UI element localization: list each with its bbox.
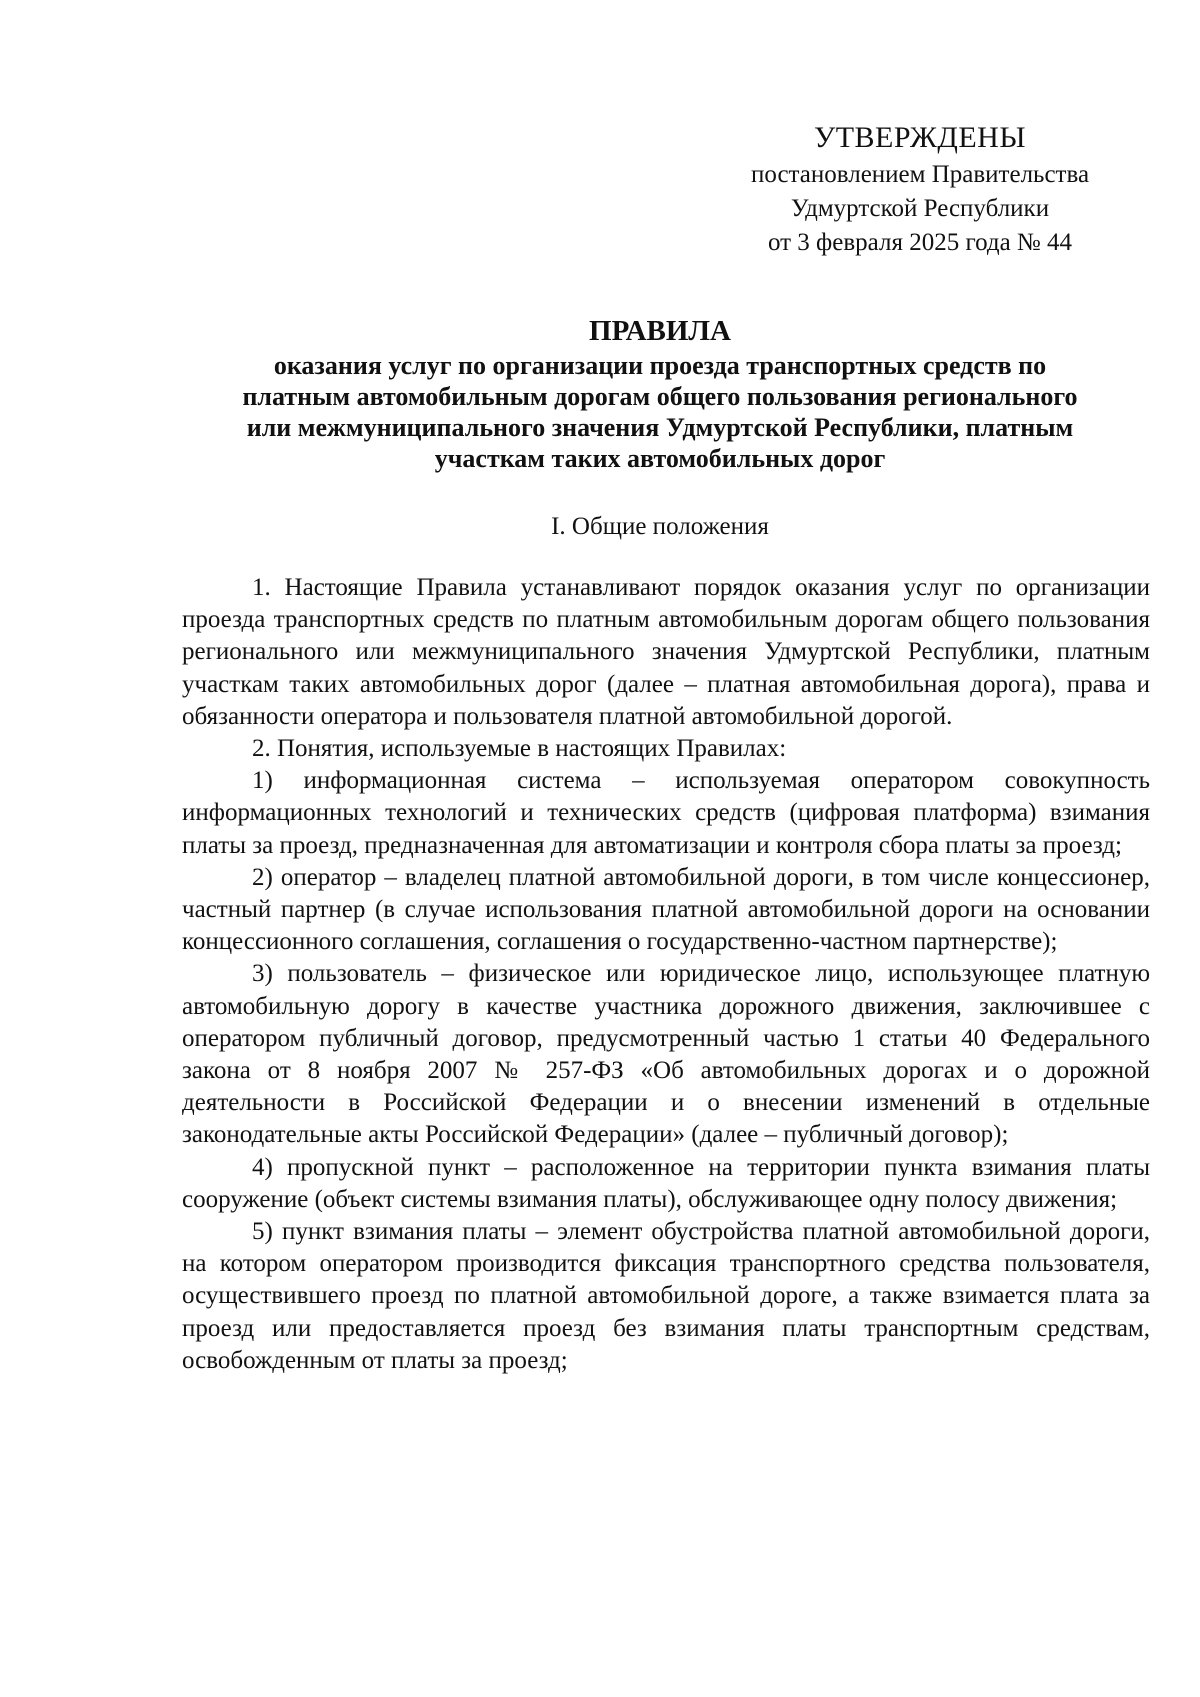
document-body <box>182 572 1150 1377</box>
document-subtitle: оказания услуг по организации проезда транспортных средств по платным автомобильным дорогам общего пользования регионального или межмуниципального значения Удмуртской Республики, платным участкам таких автомобильных дорог <box>242 351 1078 473</box>
approval-line-2: Удмуртской Республики <box>790 195 1050 222</box>
approval-line-1: постановлением Правительства <box>750 161 1090 188</box>
paragraph: 4) пропускной пункт – расположенное на территории пункта взимания платы сооружение (объект системы взимания платы), обслуживающее одну полосу движения; <box>182 1153 1150 1213</box>
paragraph: 3) пользователь – физическое или юридическое лицо, использующее платную автомобильную дорогу в качестве участника дорожного движения, заключившее с оператором публичный договор, предусмотренный частью 1 статьи 40 Федерального закона от 8 ноября 2007 № 257-ФЗ «Об автомобильных дорогах и о дорожной деятельности в Российской Федерации и о внесении изменений в отдельные законодательные акты Российской Федерации» (далее – публичный договор); <box>182 960 1150 1149</box>
approval-block <box>720 118 1120 260</box>
paragraph: 2) оператор – владелец платной автомобильной дороги, в том числе концессионер, частный партнер (в случае использования платной автомобильной дороги на основании концессионного соглашения, соглашения о государственно-частном партнерстве); <box>182 863 1150 956</box>
paragraph: 1. Настоящие Правила устанавливают порядок оказания услуг по организации проезда транспортных средств по платным автомобильным дорогам общего пользования регионального или межмуниципального значения Удмуртской Республики, платным участкам таких автомобильных дорог (далее – платная автомобильная дорога), права и обязанности оператора и пользователя платной автомобильной дорогой. <box>182 574 1150 730</box>
section-heading: I. Общие положения <box>551 513 769 540</box>
paragraph: 1) информационная система – используемая оператором совокупность информационных технологий и технических средств (цифровая платформа) взимания платы за проезд, предназначенная для автоматизации и контроля сбора платы за проезд; <box>182 767 1150 859</box>
approval-heading: УТВЕРЖДЕНЫ <box>813 121 1027 154</box>
document-title: ПРАВИЛА <box>589 315 731 347</box>
paragraph: 5) пункт взимания платы – элемент обустройства платной автомобильной дороги, на котором оператором производится фиксация транспортного средства пользователя, осуществившего проезд по платной автомобильной дороге, а также взимается плата за проезд или предоставляется проезд без взимания платы транспортным средствам, освобожденным от платы за проезд; <box>182 1218 1150 1374</box>
paragraph: 2. Понятия, используемые в настоящих Правилах: <box>252 735 787 763</box>
approval-line-3: от 3 февраля 2025 года № 44 <box>767 229 1073 256</box>
document-title-block <box>230 312 1090 474</box>
